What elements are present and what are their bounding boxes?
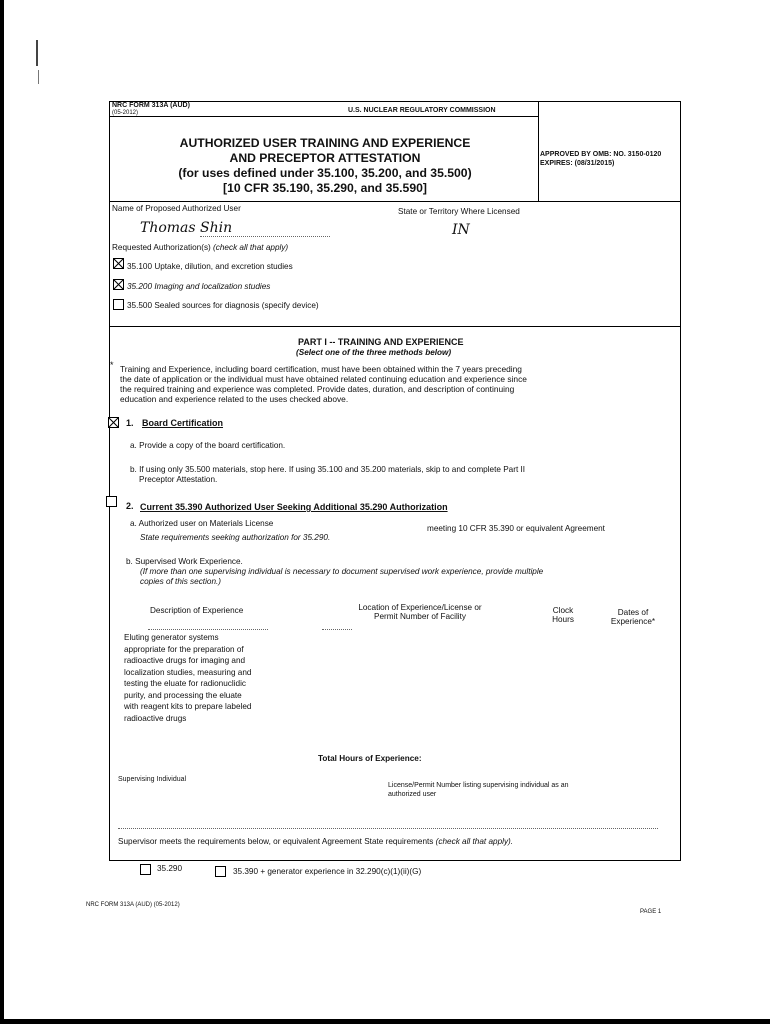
title-line: AND PRECEPTOR ATTESTATION (229, 151, 421, 165)
supervisor-35-390-label: 35.390 + generator experience in 32.290(c)(1)(ii)(G) (233, 867, 422, 876)
asterisk: * (110, 360, 114, 370)
method1-item-b-cont: Preceptor Attestation. (139, 475, 218, 484)
supervisor-35-290-checkbox[interactable] (140, 864, 151, 875)
supervisor-license-label-cont: authorized user (388, 791, 437, 798)
proposed-user-name-field[interactable]: Thomas Shin (140, 220, 233, 236)
method1-item-a: a. Provide a copy of the board certification. (130, 441, 286, 450)
experience-description: Eluting generator systems appropriate for the preparation of radioactive drugs for imaging and localization studies, measuring and testing the eluate for radionuclidic purity, and processing the eluate with reagent kits to prepare labeled radioactive drugs (124, 633, 252, 723)
state-field[interactable]: IN (452, 222, 470, 238)
col-description: Description of Experience (150, 606, 244, 615)
part1-subheading: (Select one of the three methods below) (296, 348, 452, 357)
board-certification-checkbox[interactable] (108, 417, 119, 428)
supervisor-requirements: Supervisor meets the requirements below, or equivalent Agreement State requirements (check all that apply). (118, 837, 514, 846)
col-dates: Dates of Experience* (610, 608, 656, 626)
title-line: AUTHORIZED USER TRAINING AND EXPERIENCE (179, 136, 471, 150)
col-location: Location of Experience/License or Permit Number of Facility (358, 603, 482, 621)
authorization-label: Requested Authorization(s) (check all that apply) (112, 243, 289, 252)
supervisor-label: Supervising Individual (118, 776, 187, 783)
part1-heading: PART I -- TRAINING AND EXPERIENCE (298, 337, 464, 347)
footer-page-number: PAGE 1 (640, 909, 662, 915)
total-hours-label: Total Hours of Experience: (318, 754, 422, 763)
method2-item-b-note: (If more than one supervising individual is necessary to document supervised work experience, provide multiple (140, 567, 544, 576)
omb-expiration: EXPIRES: (08/31/2015) (540, 160, 615, 167)
method1-title: Board Certification (142, 418, 224, 428)
auth-35-500-checkbox[interactable] (113, 299, 124, 310)
method2-title: Current 35.390 Authorized User Seeking Additional 35.290 Authorization (140, 502, 448, 512)
footer-form-ref: NRC FORM 313A (AUD) (05-2012) (86, 902, 180, 908)
method2-item-b-title: b. Supervised Work Experience. (126, 557, 243, 566)
scan-edge-bottom (0, 1019, 770, 1024)
supervisor-35-390-checkbox[interactable] (215, 866, 226, 877)
name-label: Name of Proposed Authorized User (112, 204, 241, 213)
omb-approval: APPROVED BY OMB: NO. 3150-0120 (540, 151, 662, 158)
title-line: [10 CFR 35.190, 35.290, and 35.590] (223, 181, 427, 195)
form-number: NRC FORM 313A (AUD) (112, 102, 190, 109)
auth-35-100-checkbox[interactable] (113, 258, 124, 269)
method2-item-a: a. Authorized user on Materials License (130, 519, 274, 528)
method2-item-b-note-cont: copies of this section.) (140, 577, 222, 586)
state-label: State or Territory Where Licensed (398, 207, 520, 216)
title-line: (for uses defined under 35.100, 35.200, and 35.500) (178, 166, 472, 180)
supervisor-35-290-label: 35.290 (157, 864, 183, 873)
method2-item-a-cont: State requirements seeking authorization for 35.290. (140, 533, 331, 542)
col-clock-hours: Clock Hours (552, 606, 574, 624)
scan-mark (38, 70, 39, 84)
form-date: (05-2012) (112, 110, 139, 116)
form-title (110, 136, 540, 196)
method1-number: 1. (126, 418, 134, 428)
auth-35-500-label: 35.500 Sealed sources for diagnosis (specify device) (127, 301, 319, 310)
method2-item-a-right: meeting 10 CFR 35.390 or equivalent Agreement (427, 524, 605, 533)
auth-35-200-label: 35.200 Imaging and localization studies (127, 282, 271, 291)
method2-number: 2. (126, 501, 134, 511)
scan-mark (36, 40, 38, 66)
training-note: Training and Experience, including board certification, must have been obtained within the 7 years preceding the date of application or the individual must have obtained related continuing education and experience since the required training and experience was completed. Provide dates, duration, and description of continuing education and experience related to the uses checked above. (120, 364, 527, 404)
supervisor-license-label: License/Permit Number listing supervising individual as an (388, 782, 569, 789)
method1-item-b: b. If using only 35.500 materials, stop here. If using 35.100 and 35.200 materials, skip to and complete Part II (130, 465, 526, 474)
agency-name: U.S. NUCLEAR REGULATORY COMMISSION (348, 107, 496, 114)
auth-35-200-checkbox[interactable] (113, 279, 124, 290)
auth-35-100-label: 35.100 Uptake, dilution, and excretion studies (127, 262, 293, 271)
current-390-user-checkbox[interactable] (106, 496, 117, 507)
scan-edge-left (0, 0, 4, 1024)
